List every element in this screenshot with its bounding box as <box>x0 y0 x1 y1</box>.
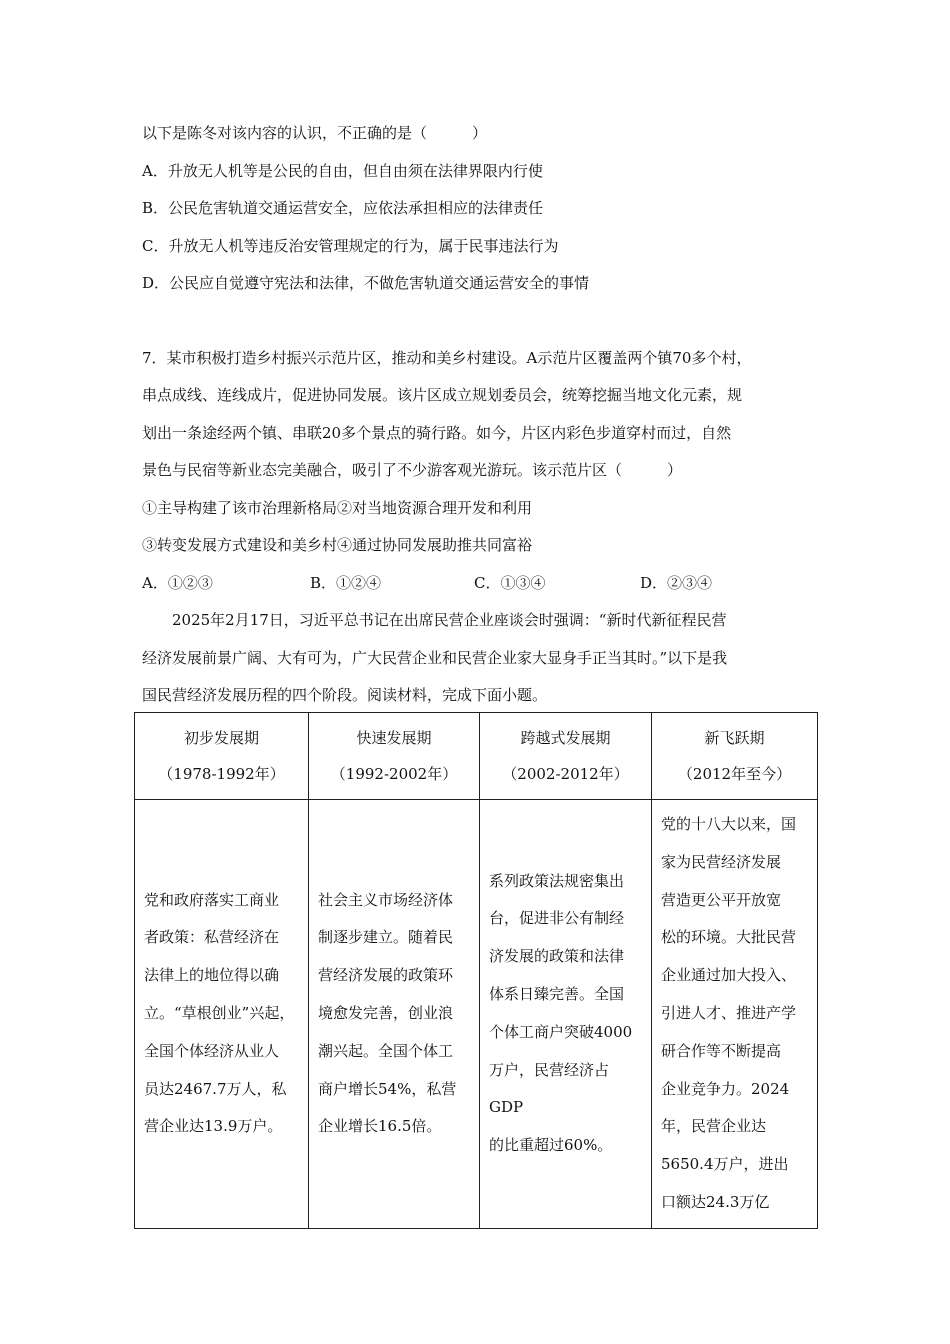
cell-line: 年，民营企业达 <box>661 1117 767 1136</box>
q7-option-d: D．②③④ <box>640 574 713 592</box>
table-header-row <box>135 713 818 800</box>
q7-stem-line: 7．某市积极打造乡村振兴示范片区，推动和美乡村建设。A示范片区覆盖两个镇70多个村， <box>142 349 752 367</box>
stage-name: 跨越式发展期 <box>520 729 611 747</box>
cell-line: 的比重超过60%。 <box>489 1136 613 1155</box>
cell-line: 系列政策法规密集出 <box>489 871 625 890</box>
q6-option-b: B．公民危害轨道交通运营安全，应依法承担相应的法律责任 <box>142 199 544 217</box>
cell-line: 研合作等不断提高 <box>661 1041 782 1060</box>
cell-line: 口额达24.3万亿 <box>661 1192 770 1211</box>
stage-period: （1992-2002年） <box>330 765 458 783</box>
stage-period: （1978-1992年） <box>158 765 285 783</box>
stage-name: 初步发展期 <box>183 729 259 747</box>
q7-statement: ③转变发展方式建设和美乡村④通过协同发展助推共同富裕 <box>142 536 533 554</box>
stage-description-1 <box>135 800 309 1229</box>
cell-line: 立。“草根创业”兴起， <box>144 1003 295 1022</box>
cell-line: 法律上的地位得以确 <box>144 966 280 985</box>
stage-period: （2002-2012年） <box>502 765 629 783</box>
q7-option-b: B．①②④ <box>310 574 382 592</box>
stage-name: 新飞跃期 <box>704 729 765 747</box>
q7-stem-line: 串点成线、连线成片，促进协同发展。该片区成立规划委员会，统筹挖掘当地文化元素，规 <box>142 386 743 404</box>
stage-header-3 <box>480 713 652 800</box>
cell-line: 营造更公平开放宽 <box>661 890 782 909</box>
stage-period: （2012年至今） <box>677 765 792 783</box>
q7-stem-line: 景色与民宿等新业态完美融合，吸引了不少游客观光游玩。该示范片区（ ） <box>142 461 683 479</box>
cell-line: 商户增长54%，私营 <box>318 1079 457 1098</box>
cell-line: 社会主义市场经济体 <box>318 890 454 909</box>
material-line: 经济发展前景广阔、大有可为，广大民营企业和民营企业家大显身手正当其时。”以下是我 <box>142 649 728 667</box>
cell-line: 家为民营经济发展 <box>661 852 782 871</box>
q6-option-d: D．公民应自觉遵守宪法和法律，不做危害轨道交通运营安全的事情 <box>142 274 590 292</box>
cell-line: 者政策：私营经济在 <box>144 928 280 947</box>
stage-header-4 <box>652 713 818 800</box>
stage-name: 快速发展期 <box>356 729 432 747</box>
cell-line: 5650.4万户，进出 <box>661 1155 789 1174</box>
stage-description-3 <box>480 800 652 1229</box>
material-line: 国民营经济发展历程的四个阶段。阅读材料，完成下面小题。 <box>142 686 548 704</box>
cell-line: 营企业达13.9万户。 <box>144 1117 283 1136</box>
cell-line: 营经济发展的政策环 <box>318 966 454 985</box>
cell-line: 引进人才、推进产学 <box>661 1003 797 1022</box>
stage-header-2 <box>309 713 480 800</box>
q6-stem: 以下是陈冬对该内容的认识，不正确的是（ ） <box>142 124 488 142</box>
cell-line: 境愈发完善，创业浪 <box>318 1003 454 1022</box>
material-line: 2025年2月17日，习近平总书记在出席民营企业座谈会时强调：“新时代新征程民营 <box>142 611 727 629</box>
cell-line: 台，促进非公有制经 <box>489 909 625 928</box>
cell-line: 员达2467.7万人，私 <box>144 1079 287 1098</box>
cell-line: 党和政府落实工商业 <box>144 890 280 909</box>
q6-option-a: A．升放无人机等是公民的自由，但自由须在法律界限内行使 <box>142 162 543 180</box>
cell-line: 济发展的政策和法律 <box>489 947 625 966</box>
q7-statement: ①主导构建了该市治理新格局②对当地资源合理开发和利用 <box>142 499 533 517</box>
cell-line: 企业竞争力。2024 <box>661 1079 790 1098</box>
q7-stem-line: 划出一条途经两个镇、串联20多个景点的骑行路。如今，片区内彩色步道穿村而过，自然 <box>142 424 732 442</box>
cell-line: 体系日臻完善。全国 <box>489 985 625 1004</box>
cell-line: 松的环境。大批民营 <box>661 928 797 947</box>
cell-line: 党的十八大以来，国 <box>661 815 797 833</box>
cell-line: 企业通过加大投入、 <box>661 966 797 985</box>
cell-line: 潮兴起。全国个体工 <box>318 1041 454 1060</box>
cell-line: 个体工商户突破4000 <box>489 1022 633 1041</box>
cell-line: 企业增长16.5倍。 <box>318 1117 442 1136</box>
cell-line: 万户，民营经济占GDP <box>489 1060 610 1117</box>
stage-description-2 <box>309 800 480 1229</box>
stage-table <box>134 712 818 1229</box>
q6-option-c: C．升放无人机等违反治安管理规定的行为，属于民事违法行为 <box>142 237 559 255</box>
stage-description-4 <box>652 800 818 1229</box>
cell-line: 全国个体经济从业人 <box>144 1041 280 1060</box>
table-body-row <box>135 800 818 1229</box>
q7-option-c: C．①③④ <box>474 574 546 592</box>
stage-header-1 <box>135 713 309 800</box>
cell-line: 制逐步建立。随着民 <box>318 928 454 947</box>
q7-option-a: A．①②③ <box>142 574 213 592</box>
